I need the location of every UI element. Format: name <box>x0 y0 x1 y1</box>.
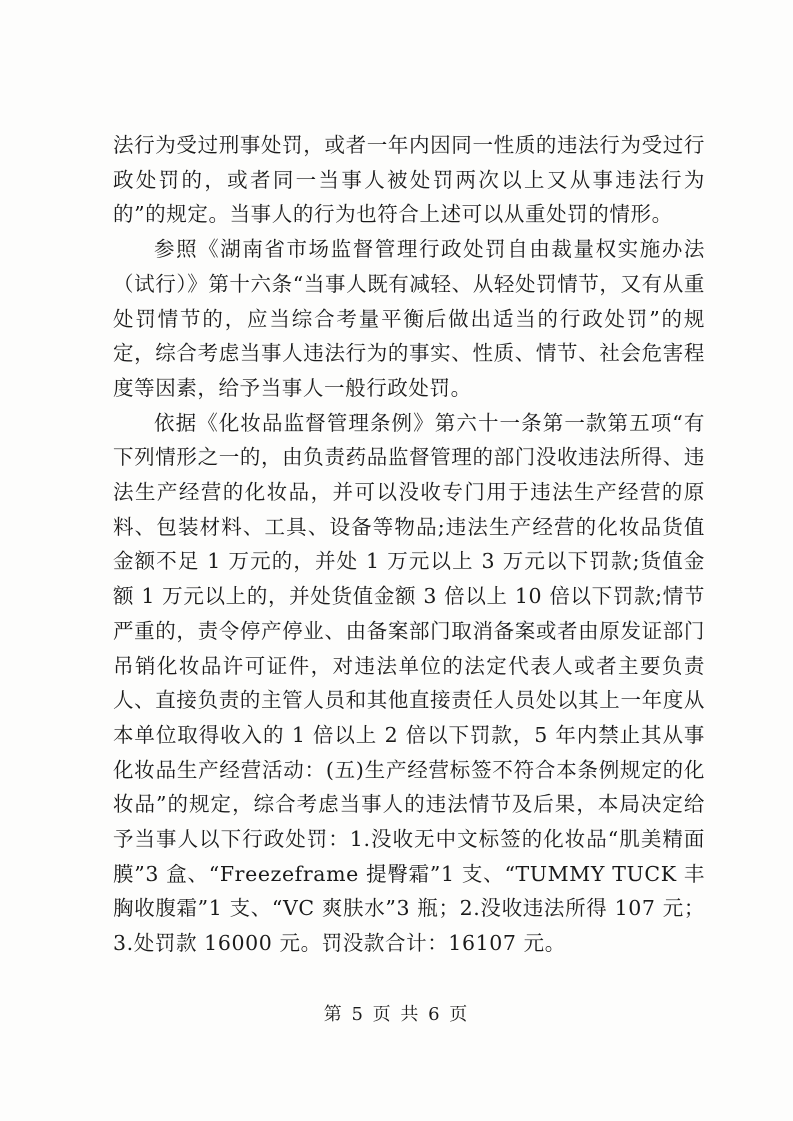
document-body <box>113 128 705 961</box>
paragraph-discretion-reference: 参照《湖南省市场监督管理行政处罚自由裁量权实施办法（试行）》第十六条“当事人既有减轻、从轻处罚情节，又有从重处罚情节的，应当综合考量平衡后做出适当的行政处罚”的规定，综合考虑当事人违法行为的事实、性质、情节、社会危害程度等因素，给予当事人一般行政处罚。 <box>113 237 705 400</box>
page-number: 第 5 页 共 6 页 <box>323 1004 470 1025</box>
paragraph-penalty-decision: 依据《化妆品监督管理条例》第六十一条第一款第五项“有下列情形之一的，由负责药品监督管理的部门没收违法所得、违法生产经营的化妆品，并可以没收专门用于违法生产经营的原料、包装材料、工具、设备等物品;违法生产经营的化妆品货值金额不足 1 万元的，并处 1 万元以上 3 万元以下罚款;货值金额 1 万元以上的，并处货值金额 3 倍以上 10 倍以下罚款;情节严重的，责令停产停业、由备案部门取消备案或者由原发证部门吊销化妆品许可证件，对违法单位的法定代表人或者主要负责人、直接负责的主管人员和其他直接责任人员处以其上一年度从本单位取得收入的 1 倍以上 2 倍以下罚款，5 年内禁止其从事化妆品生产经营活动：(五)生产经营标签不符合本条例规定的化妆品”的规定，综合考虑当事人的违法情节及后果，本局决定给予当事人以下行政处罚：1.没收无中文标签的化妆品“肌美精面膜”3 盒、“Freezeframe 提臀霜”1 支、“TUMMY TUCK 丰胸收腹霜”1 支、“VC 爽肤水”3 瓶；2.没收违法所得 107 元；3.处罚款 16000 元。罚没款合计：16107 元。 <box>113 410 705 956</box>
paragraph-continuation: 法行为受过刑事处罚，或者一年内因同一性质的违法行为受过行政处罚的，或者同一当事人被处罚两次以上又从事违法行为的”的规定。当事人的行为也符合上述可以从重处罚的情形。 <box>113 133 705 227</box>
